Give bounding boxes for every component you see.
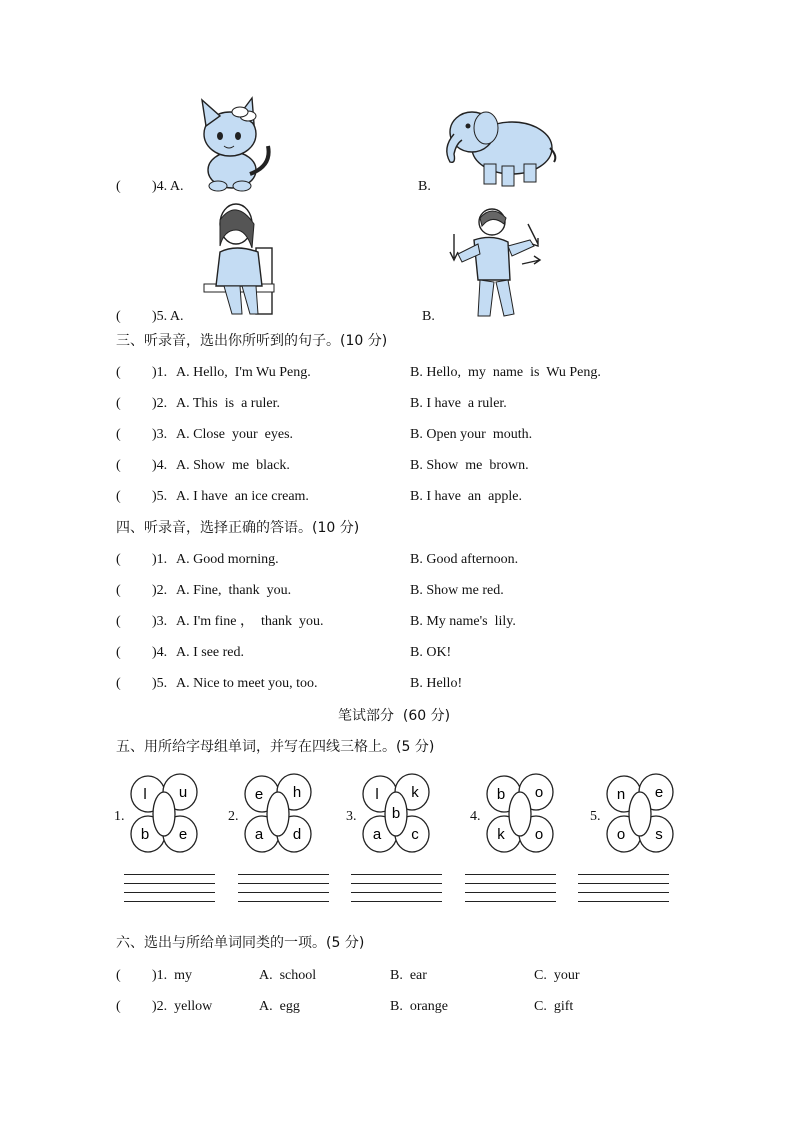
option-b: B. Hello, my name is Wu Peng. [410,365,601,380]
flower-center [153,792,175,836]
option-b: B. I have a ruler. [410,396,507,411]
flower-petals [484,770,564,858]
petal-letter: s [655,826,663,843]
option-b-label: B. [422,309,435,324]
petal-letter: k [411,784,419,801]
question-number: )2. [152,583,168,598]
paren-open: ( [116,179,121,194]
flower-number: 1. [114,809,125,824]
section-heading: 六、选出与所给单词同类的一项。(5 分) [116,935,365,951]
question-number: )1. [152,365,168,380]
four-line-grid[interactable] [351,874,442,910]
paren-open: ( [116,427,121,442]
question-number: )4. A. [152,179,184,194]
flower-petals [360,770,440,858]
flower-petals [128,770,208,858]
option-a: A. Close your eyes. [176,427,294,442]
option-b: B. Show me brown. [410,458,529,473]
written-part-heading: 笔试部分 (60 分) [338,708,451,724]
four-line-grid[interactable] [238,874,329,910]
paren-open: ( [116,999,121,1014]
flower-petals [242,770,322,858]
section-heading: 四、听录音，选择正确的答语。(10 分) [116,520,360,536]
option-a: A. I see red. [176,645,245,660]
petal-letter: b [496,786,506,803]
turning-boy-icon [448,204,544,320]
option-b: B. Hello! [410,676,463,691]
option-a: A. egg [259,999,300,1014]
petal-letter: l [375,786,379,803]
question-number: )5. A. [152,309,184,324]
flower-number: 2. [228,809,239,824]
question-number: )2. [152,396,168,411]
center-letter: b [391,805,401,822]
petal-letter: e [654,784,664,801]
petal-letter: d [292,826,302,843]
option-a: A. Good morning. [176,552,279,567]
option-b: B. Show me red. [410,583,504,598]
option-a: A. Fine, thank you. [176,583,292,598]
petal-letter: h [292,784,302,801]
paren-open: ( [116,614,121,629]
option-c: C. gift [534,999,574,1014]
flower-number: 5. [590,809,601,824]
option-b: B. Good afternoon. [410,552,519,567]
petal-letter: o [534,784,544,801]
option-a: A. I have an ice cream. [176,489,309,504]
option-a: A. Nice to meet you, too. [176,676,318,691]
paren-open: ( [116,676,121,691]
option-b-label: B. [418,179,431,194]
paren-open: ( [116,645,121,660]
question-number: )2. yellow [152,999,213,1014]
flower-center [267,792,289,836]
option-a: A. Show me black. [176,458,290,473]
question-number: )1. [152,552,168,567]
option-a: A. Hello, I'm Wu Peng. [176,365,311,380]
option-b: B. I have an apple. [410,489,522,504]
question-number: )4. [152,645,168,660]
elephant-icon [440,104,560,190]
sitting-woman-icon [196,200,280,318]
flower-petals [604,770,684,858]
paren-open: ( [116,583,121,598]
flower-center [629,792,651,836]
option-b: B. ear [390,968,427,983]
option-a: A. This is a ruler. [176,396,280,411]
option-a: A. I'm fine ， thank you. [176,614,324,629]
petal-letter: e [178,826,188,843]
paren-open: ( [116,365,121,380]
question-number: )3. [152,427,168,442]
petal-letter: a [372,826,382,843]
paren-open: ( [116,458,121,473]
option-c: C. your [534,968,580,983]
option-b: B. orange [390,999,448,1014]
option-b: B. Open your mouth. [410,427,533,442]
flower-number: 4. [470,809,481,824]
question-number: )3. [152,614,168,629]
four-line-grid[interactable] [124,874,215,910]
flower-number: 3. [346,809,357,824]
petal-letter: n [616,786,626,803]
petal-letter: o [616,826,626,843]
four-line-grid[interactable] [578,874,669,910]
petal-letter: k [497,826,505,843]
option-a: A. school [259,968,317,983]
section-heading: 三、听录音，选出你所听到的句子。(10 分) [116,333,388,349]
paren-open: ( [116,309,121,324]
paren-open: ( [116,552,121,567]
petal-letter: b [140,826,150,843]
paren-open: ( [116,968,121,983]
petal-letter: a [254,826,264,843]
question-number: )4. [152,458,168,473]
petal-letter: u [178,784,188,801]
petal-letter: c [411,826,419,843]
question-number: )1. my [152,968,193,983]
petal-letter: l [143,786,147,803]
option-b: B. OK! [410,645,452,660]
flower-center [509,792,531,836]
petal-letter: e [254,786,264,803]
paren-open: ( [116,396,121,411]
petal-letter: o [534,826,544,843]
section-heading: 五、用所给字母组单词，并写在四线三格上。(5 分) [116,739,435,755]
paren-open: ( [116,489,121,504]
question-number: )5. [152,489,168,504]
four-line-grid[interactable] [465,874,556,910]
cat-icon [190,96,280,192]
question-number: )5. [152,676,168,691]
option-b: B. My name's lily. [410,614,516,629]
